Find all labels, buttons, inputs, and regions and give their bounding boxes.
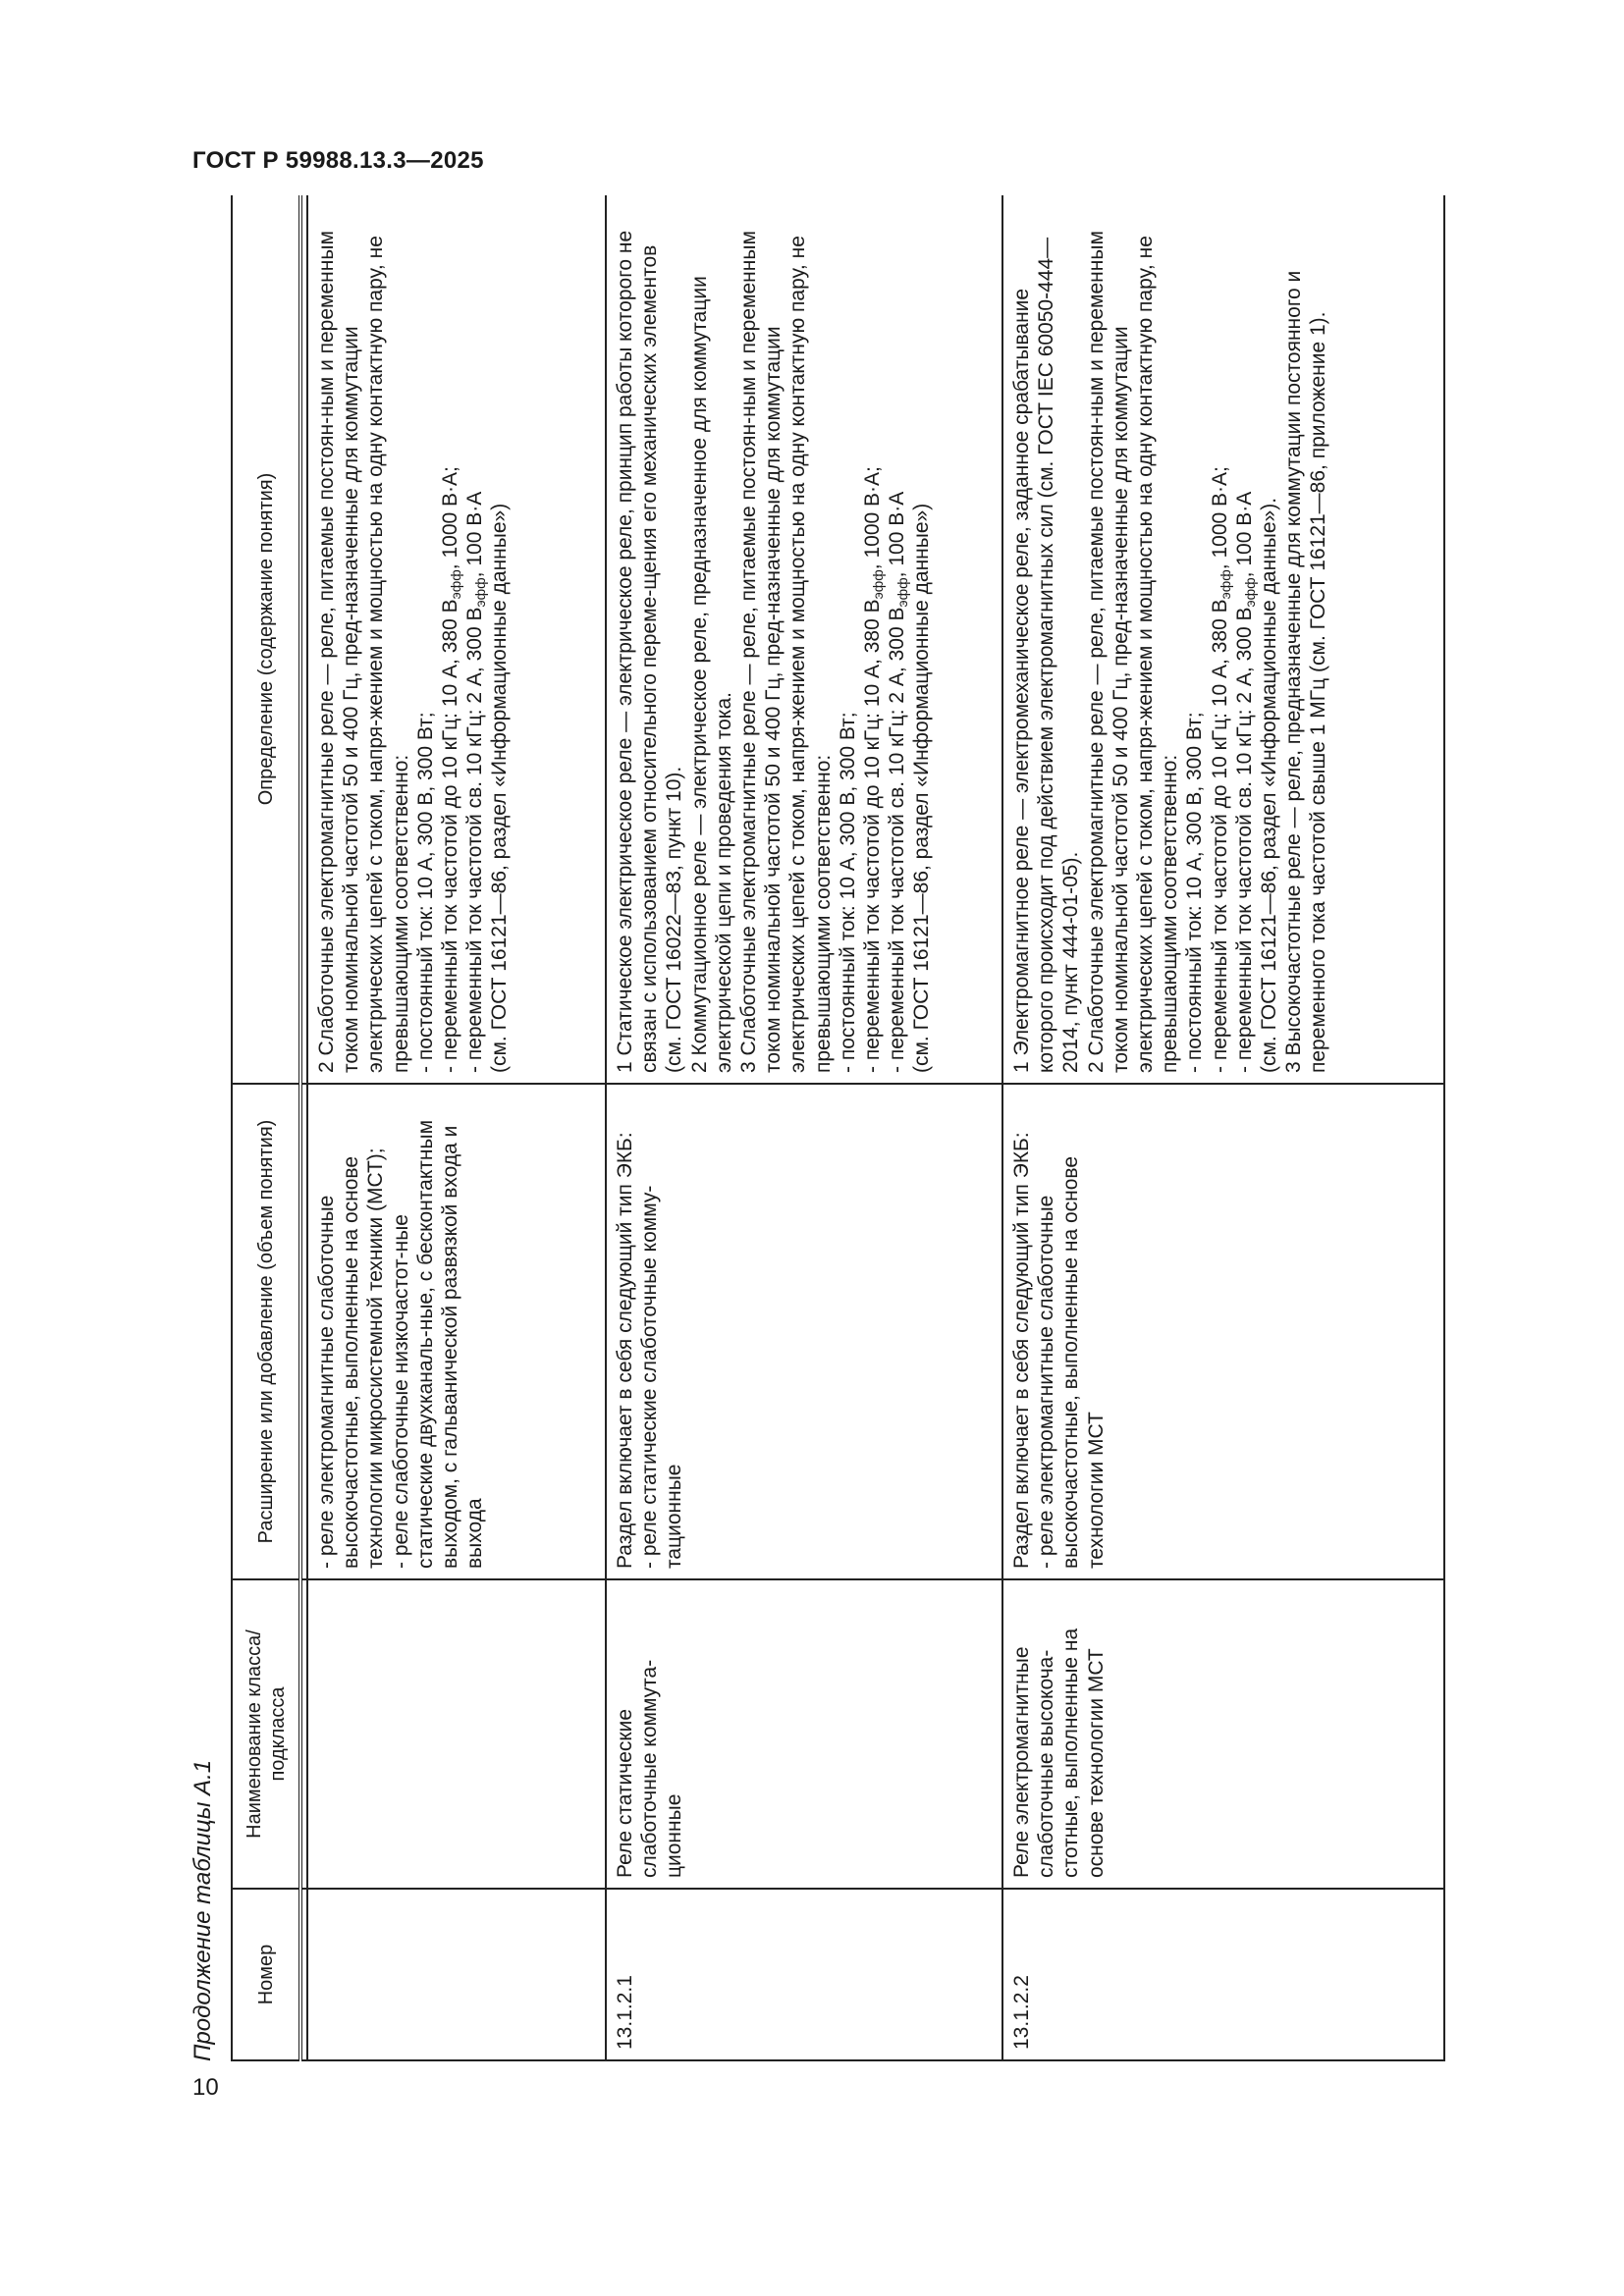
- definition-line: (см. ГОСТ 16121—86, раздел «Информационные данные»): [910, 503, 934, 1073]
- definition-line: (см. ГОСТ 16121—86, раздел «Информационные данные»).: [1257, 497, 1280, 1073]
- document-header: ГОСТ Р 59988.13.3—2025: [192, 147, 484, 174]
- definition-line: - постоянный ток: 10 А, 300 В, 300 Вт;: [836, 712, 859, 1073]
- definition-line: - постоянный ток: 10 А, 300 В, 300 Вт;: [413, 712, 437, 1073]
- definition-line: - переменный ток частотой св. 10 кГц: 2 А, 300 $В_{эфф}$, 100 В·А: [1232, 491, 1258, 1073]
- column-header-number: Номер: [232, 1889, 300, 2060]
- page-number: 10: [192, 2074, 219, 2101]
- cell-definition: [606, 195, 1002, 1084]
- scope-line: - реле статические слаботочные комму-тационные: [638, 1185, 686, 1569]
- table-row: [307, 195, 606, 2060]
- scope-line: Раздел включает в себя следующий тип ЭКБ:: [1010, 1132, 1033, 1569]
- definition-line: 2 Коммутационное реле — электрическое реле, предназначенное для коммутации электрической цепи и проведения тока.: [687, 276, 735, 1073]
- classification-table: [231, 195, 1445, 2061]
- cell-scope: [307, 1084, 606, 1579]
- rotated-table-area: [189, 196, 1486, 2061]
- definition-line: - переменный ток частотой до 10 кГц: 10 А, 380 $В_{эфф}$, 1000 В·А;: [860, 466, 886, 1073]
- definition-line: 3 Высокочастотные реле — реле, предназначенные для коммутации постоянного и переменного тока частотой свыше 1 МГц (см. ГОСТ 16121—86, приложение 1).: [1282, 270, 1330, 1073]
- definition-line: - переменный ток частотой до 10 кГц: 10 А, 380 $В_{эфф}$, 1000 В·А;: [1208, 466, 1233, 1073]
- header-separator: [300, 195, 307, 2060]
- scope-line: - реле электромагнитные слаботочные высокочастотные, выполненные на основе технологии МСТ: [1035, 1155, 1108, 1569]
- definition-line: 3 Слаботочные электромагнитные реле — реле, питаемые постоян-ным и переменным током номинальной частотой 50 и 400 Гц, пред-назначенные для коммутации электрических цепей с током, напря-жением и мощностью на одну контактную пару, не превышающими соответственно:: [736, 231, 835, 1073]
- column-header-definition: Определение (содержание понятия): [232, 195, 300, 1084]
- cell-name: Реле электромагнитные слаботочные высокоча-стотные, выполненные на основе технологии МСТ: [1002, 1579, 1444, 1889]
- cell-name: [307, 1579, 606, 1889]
- scope-line: Раздел включает в себя следующий тип ЭКБ:: [614, 1132, 636, 1569]
- definition-line: (см. ГОСТ 16121—86, раздел «Информационные данные»): [488, 503, 512, 1073]
- table-caption: Продолжение таблицы А.1: [189, 1759, 216, 2061]
- definition-line: - переменный ток частотой св. 10 кГц: 2 А, 300 $В_{эфф}$, 100 В·А: [886, 491, 911, 1073]
- cell-name: Реле статические слаботочные коммута-ционные: [606, 1579, 1002, 1889]
- definition-line: 2 Слаботочные электромагнитные реле — реле, питаемые постоян-ным и переменным током номинальной частотой 50 и 400 Гц, пред-назначенные для коммутации электрических цепей с током, напря-жением и мощностью на одну контактную пару, не превышающими соответственно:: [315, 231, 412, 1073]
- column-header-name: Наименование класса/подкласса: [232, 1579, 300, 1889]
- definition-line: 1 Статическое электрическое реле — электрическое реле, принцип работы которого не связан с использованием относительного переме-щения его механических элементов (см. ГОСТ 16022—83, пункт 10).: [614, 230, 686, 1073]
- cell-number: 13.1.2.1: [606, 1889, 1002, 2060]
- definition-line: - переменный ток частотой св. 10 кГц: 2 А, 300 $В_{эфф}$, 100 В·А: [463, 491, 489, 1073]
- table-row: [1002, 195, 1444, 2060]
- cell-definition: [1002, 195, 1444, 1084]
- scope-line: - реле электромагнитные слаботочные высокочастотные, выполненные на основе технологии микросистемной техники (МСТ);: [315, 1148, 388, 1569]
- table-header-row: [232, 195, 300, 2060]
- definition-line: - постоянный ток: 10 А, 300 В, 300 Вт;: [1183, 712, 1207, 1073]
- cell-number: 13.1.2.2: [1002, 1889, 1444, 2060]
- definition-line: - переменный ток частотой до 10 кГц: 10 А, 380 $В_{эфф}$, 1000 В·А;: [438, 466, 463, 1073]
- scope-line: - реле слаботочные низкочастот-ные статические двухканаль-ные, с бесконтактным выходом, с гальванической развязкой входа и выхода: [389, 1119, 487, 1569]
- cell-scope: [1002, 1084, 1444, 1579]
- column-header-scope: Расширение или добавление (объем понятия): [232, 1084, 300, 1579]
- definition-line: 2 Слаботочные электромагнитные реле — реле, питаемые постоян-ным и переменным током номинальной частотой 50 и 400 Гц, пред-назначенные для коммутации электрических цепей с током, напря-жением и мощностью на одну контактную пару, не превышающими соответственно:: [1084, 231, 1182, 1073]
- cell-number: [307, 1889, 606, 2060]
- definition-line: 1 Электромагнитное реле — электромеханическое реле, заданное срабатывание которого происходит под действием электромагнитных сил (см. ГОСТ IEC 60050-444—2014, пункт 444-01-05).: [1010, 237, 1083, 1073]
- table-row: [606, 195, 1002, 2060]
- cell-scope: [606, 1084, 1002, 1579]
- cell-definition: [307, 195, 606, 1084]
